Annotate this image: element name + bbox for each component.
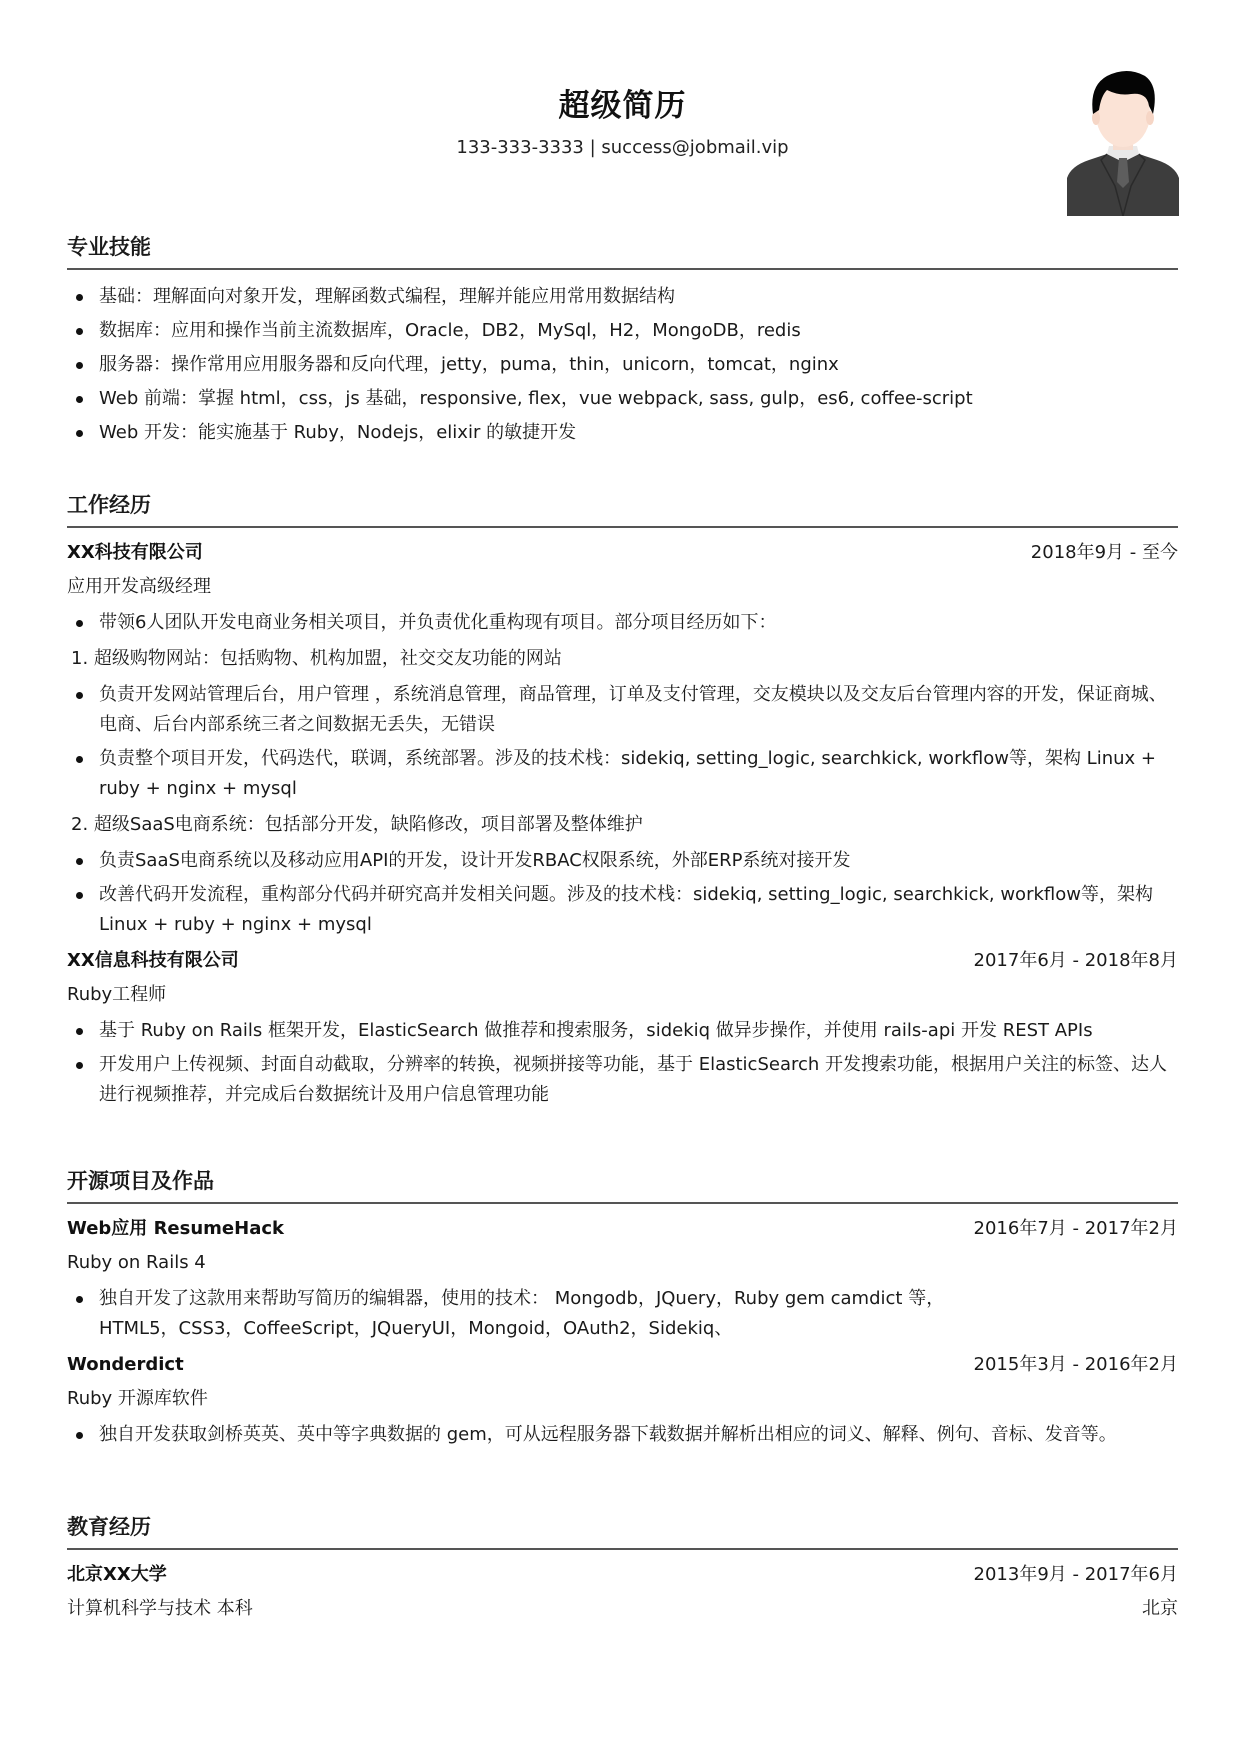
resume-page [67,0,1178,1619]
resume-title: 超级简历 [558,88,687,124]
section-title-education: 教育经历 [67,1512,1178,1550]
list-item: 负责整个项目开发，代码迭代，联调，系统部署。涉及的技术栈：sidekiq, setting_logic, searchkick, workflow等，架构 Linux + ruby + nginx + mysql [67,744,1178,804]
project-title: 1. 超级购物网站：包括购物、机构加盟，社交交友功能的网站 [71,648,562,669]
project-subtitle: Ruby on Rails 4 [67,1252,206,1273]
list-item: 服务器：操作常用应用服务器和反向代理，jetty，puma，thin，unicorn，tomcat，nginx [67,350,1178,380]
job-role: 应用开发高级经理 [67,576,211,597]
education-location: 北京 [1142,1598,1178,1619]
contact-info: 133-333-3333 | success@jobmail.vip [456,137,789,158]
project-entry [67,1348,1178,1450]
company-name: XX信息科技有限公司 [67,950,239,971]
section-title-work: 工作经历 [67,490,1178,528]
section-title-open-source: 开源项目及作品 [67,1166,1178,1204]
list-item: 开发用户上传视频、封面自动截取，分辨率的转换，视频拼接等功能，基于 ElasticSearch 开发搜索功能，根据用户关注的标签、达人进行视频推荐，并完成后台数据统计及用户信息管理功能 [67,1050,1178,1110]
job-entry [67,944,1178,1110]
list-item: 独自开发了这款用来帮助写简历的编辑器，使用的技术： Mongodb，JQuery，Ruby gem camdict 等，HTML5，CSS3，CoffeeScript，JQueryUI，Mongoid，OAuth2，Sidekiq、 [67,1284,1178,1344]
section-education [67,1512,1178,1626]
skills-list [67,282,1178,448]
list-item: 改善代码开发流程，重构部分代码并研究高并发相关问题。涉及的技术栈：sidekiq, setting_logic, searchkick, workflow等，架构 Linux + ruby + nginx + mysql [67,880,1178,940]
project-title: 2. 超级SaaS电商系统：包括部分开发，缺陷修改，项目部署及整体维护 [71,814,643,835]
resume-header [67,0,1178,225]
list-item: Web 开发：能实施基于 Ruby，Nodejs，elixir 的敏捷开发 [67,418,1178,448]
company-name: XX科技有限公司 [67,542,203,563]
education-date: 2013年9月 - 2017年6月 [973,1564,1178,1585]
project-entry [67,1212,1178,1344]
list-item: 独自开发获取剑桥英英、英中等字典数据的 gem，可从远程服务器下载数据并解析出相应的词义、解释、例句、音标、发音等。 [67,1420,1178,1450]
job-role: Ruby工程师 [67,984,167,1005]
list-item: 基于 Ruby on Rails 框架开发，ElasticSearch 做推荐和搜索服务，sidekiq 做异步操作，并使用 rails-api 开发 REST APIs [67,1016,1178,1046]
school-name: 北京XX大学 [67,1564,167,1585]
list-item: 负责SaaS电商系统以及移动应用API的开发，设计开发RBAC权限系统，外部ERP系统对接开发 [67,846,1178,876]
project-subtitle: Ruby 开源库软件 [67,1388,208,1409]
section-work [67,490,1178,1114]
job-entry [67,536,1178,940]
job-date: 2018年9月 - 至今 [1030,542,1178,563]
section-skills [67,232,1178,452]
project-date: 2015年3月 - 2016年2月 [973,1354,1178,1375]
job-date: 2017年6月 - 2018年8月 [973,950,1178,971]
list-item: 带领6人团队开发电商业务相关项目，并负责优化重构现有项目。部分项目经历如下： [67,608,1178,638]
avatar-businessman-icon [1067,66,1179,216]
project-name: Web应用 ResumeHack [67,1218,284,1239]
list-item: 负责开发网站管理后台，用户管理 ，系统消息管理，商品管理，订单及支付管理，交友模块以及交友后台管理内容的开发，保证商城、电商、后台内部系统三者之间数据无丢失，无错误 [67,680,1178,740]
section-open-source [67,1166,1178,1454]
project-name: Wonderdict [67,1354,184,1375]
list-item: Web 前端：掌握 html，css，js 基础，responsive, flex，vue webpack, sass, gulp，es6, coffee-script [67,384,1178,414]
list-item: 数据库：应用和操作当前主流数据库，Oracle，DB2，MySql，H2，MongoDB，redis [67,316,1178,346]
project-date: 2016年7月 - 2017年2月 [973,1218,1178,1239]
education-major: 计算机科学与技术 本科 [67,1598,253,1619]
section-title-skills: 专业技能 [67,232,1178,270]
list-item: 基础：理解面向对象开发，理解函数式编程，理解并能应用常用数据结构 [67,282,1178,312]
